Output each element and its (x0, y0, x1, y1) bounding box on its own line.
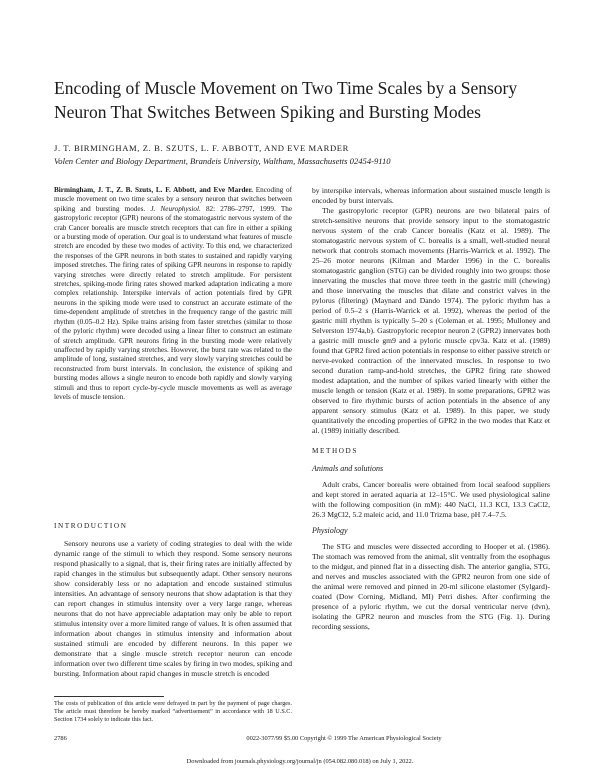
gpr-background-paragraph: The gastropyloric receptor (GPR) neurons are two bilateral pairs of stretch-sensitive neurons that provide sensory input to the stomatogastric nervous system of the crab Cancer borealis (Katz et al. 1989). The stomatogastric nervous system of C. borealis is a small, well-studied neural network that controls stomach movements (Harris-Warrick et al. 1992). The 25–26 motor neurons (Kilman and Marder 1996) in the C. borealis stomatogastric ganglion (STG) can be divided roughly into two groups: those innervating the muscles that move three teeth in the gastric mill (chewing) and those innervating the muscles that dilate and constrict valves in the pylorus (filtering) (Maynard and Dando 1974). The pyloric rhythm has a period of 0.5–2 s (Harris-Warrick et al. 1992), whereas the period of the gastric mill rhythm is typically 5–20 s (Coleman et al. 1995; Mulloney and Selverston 1974a,b). Gastropyloric receptor neuron 2 (GPR2) innervates both a gastric mill muscle gm9 and a pyloric muscle cpv3a. Katz et al. (1989) found that GPR2 fired action potentials in response to either passive stretch or nerve-evoked contraction of the innervated muscles. In response to two second duration ramp-and-hold stretches, the GPR2 firing rate showed modest adaptation, and the number of spikes varied linearly with either the muscle length or tension (Katz et al. 1989). In some preparations, GPR2 was observed to fire rhythmic bursts of action potentials in the absence of any apparent sensory stimulus (Katz et al. 1989). In this paper, we study quantitatively the encoding properties of GPR2 in the two modes that Katz et al. (1989) initially described. (312, 206, 550, 435)
affiliation: Volen Center and Biology Department, Brandeis University, Waltham, Massachusetts 02454-9110 (54, 156, 391, 166)
abstract-body: The gastropyloric receptor (GPR) neurons of the stomatogastric nervous system of the crab Cancer borealis are muscle stretch receptors that can fire in either a spiking or a bursting mode of operation. Our goal is to understand what features of muscle stretch are encoded by these two modes of activity. To this end, we characterized the responses of the GPR neurons in both states to sustained and rapidly varying imposed stretches. The firing rates of spiking GPR neurons in response to rapidly varying stretches were directly related to stretch amplitude. For persistent stretches, spiking-mode firing rates showed marked adaptation indicating a more complex relationship. Interspike intervals of action potentials fired by GPR neurons in the spiking mode were used to construct an accurate estimate of the time-dependent amplitude of stretches in the frequency range of the gastric mill rhythm (0.05–0.2 Hz). Spike trains arising from faster stretches (similar to those of the pyloric rhythm) were decoded using a linear filter to construct an estimate of stretch amplitude. GPR neurons firing in the bursting mode were relatively unaffected by rapidly varying stretches. However, the burst rate was related to the amplitude of long, sustained stretches, and very slowly varying stretches could be reconstructed from burst intervals. In conclusion, the existence of spiking and bursting modes allows a single neuron to encode both rapidly and slowly varying stimuli and thus to report cycle-by-cycle muscle movements as well as average levels of muscle tension. (54, 204, 293, 401)
copyright-line: 0022-3077/99 $5.00 Copyright © 1999 The American Physiological Society (246, 735, 442, 742)
physiology-subheading: Physiology (312, 526, 348, 535)
abstract-citation-authors: Birmingham, J. T., Z. B. Szuts, L. F. Abbott, and Eve Marder. (54, 186, 253, 194)
introduction-section (54, 511, 292, 679)
introduction-paragraph: Sensory neurons use a variety of coding strategies to deal with the wide dynamic range of the stimuli to which they respond. Some sensory neurons respond phasically to a signal, that is, their firing rates are initially affected by rapid changes in the stimulus but subsequently adapt. Other sensory neurons show considerably less or no adaptation and encode sustained stimulus intensities. An advantage of sensory neurons that show adaptation is that they can report changes in stimulus intensity over a very large range, whereas neurons that do not have appreciable adaptation may only be able to report stimulus intensity over a more limited range of values. It is often assumed that information about changes in stimulus intensity and information about sustained stimuli are encoded by different neurons. In this paper we demonstrate that a single muscle stretch receptor neuron can encode information over two different time scales by firing in two modes, spiking and bursting. Information about rapid changes in muscle stretch is encoded (54, 539, 292, 678)
animals-subheading: Animals and solutions (312, 464, 384, 473)
abstract (54, 186, 292, 402)
abstract-citation-title: Encoding of muscle movement on two time scales by a sensory neuron that switches between spiking and bursting modes. (54, 186, 292, 213)
abstract-citation-volume: 82: 2786–2797, 1999. (200, 204, 276, 213)
animals-paragraph: Adult crabs, Cancer borealis were obtained from local seafood suppliers and kept stored in aerated aquaria at 12–15°C. We used physiological saline with the following composition (in mM): 440 NaCl, 11.3 KCl, 13.3 CaCl2, 26.3 MgCl2, 5.2 maleic acid, and 11.0 Trizma base, pH 7.4–7.5. (312, 480, 550, 519)
footnote-rule (54, 696, 164, 697)
abstract-journal: J. Neurophysiol. (150, 204, 201, 213)
author-list: J. T. BIRMINGHAM, Z. B. SZUTS, L. F. ABBOTT, AND EVE MARDER (54, 143, 349, 153)
page-number: 2786 (54, 735, 67, 742)
right-column (312, 186, 550, 632)
download-notice: Downloaded from journals.physiology.org/journal/jn (054.082.080.018) on July 1, 2022. (186, 758, 414, 765)
introduction-continued: by interspike intervals, whereas information about sustained muscle length is encoded by burst intervals. (312, 186, 550, 205)
introduction-heading: INTRODUCTION (54, 522, 128, 530)
footnote: The costs of publication of this article were defrayed in part by the payment of page charges. The article must therefore be hereby marked “advertisement” in accordance with 18 U.S.C. Section 1734 solely to indicate this fact. (54, 700, 292, 723)
article-title: Encoding of Muscle Movement on Two Time Scales by a Sensory Neuron That Switches Between Spiking and Bursting Modes (54, 78, 518, 122)
methods-heading: METHODS (312, 447, 358, 455)
physiology-paragraph: The STG and muscles were dissected according to Hooper et al. (1986). The stomach was removed from the animal, slit ventrally from the esophagus to the midgut, and pinned flat in a dissecting dish. The anterior ganglia, STG, and nerves and muscles associated with the GPR2 neuron from one side of the animal were removed and pinned in 20-ml silicone elastomer (Sylgard)-coated (Dow Corning, Midland, MI) Petri dishes. After confirming the presence of a pyloric rhythm, we cut the dorsal ventricular nerve (dvn), isolating the GPR2 neuron and muscles from the STG (Fig. 1). During recording sessions, (312, 542, 550, 631)
abstract-paragraph (54, 186, 292, 402)
